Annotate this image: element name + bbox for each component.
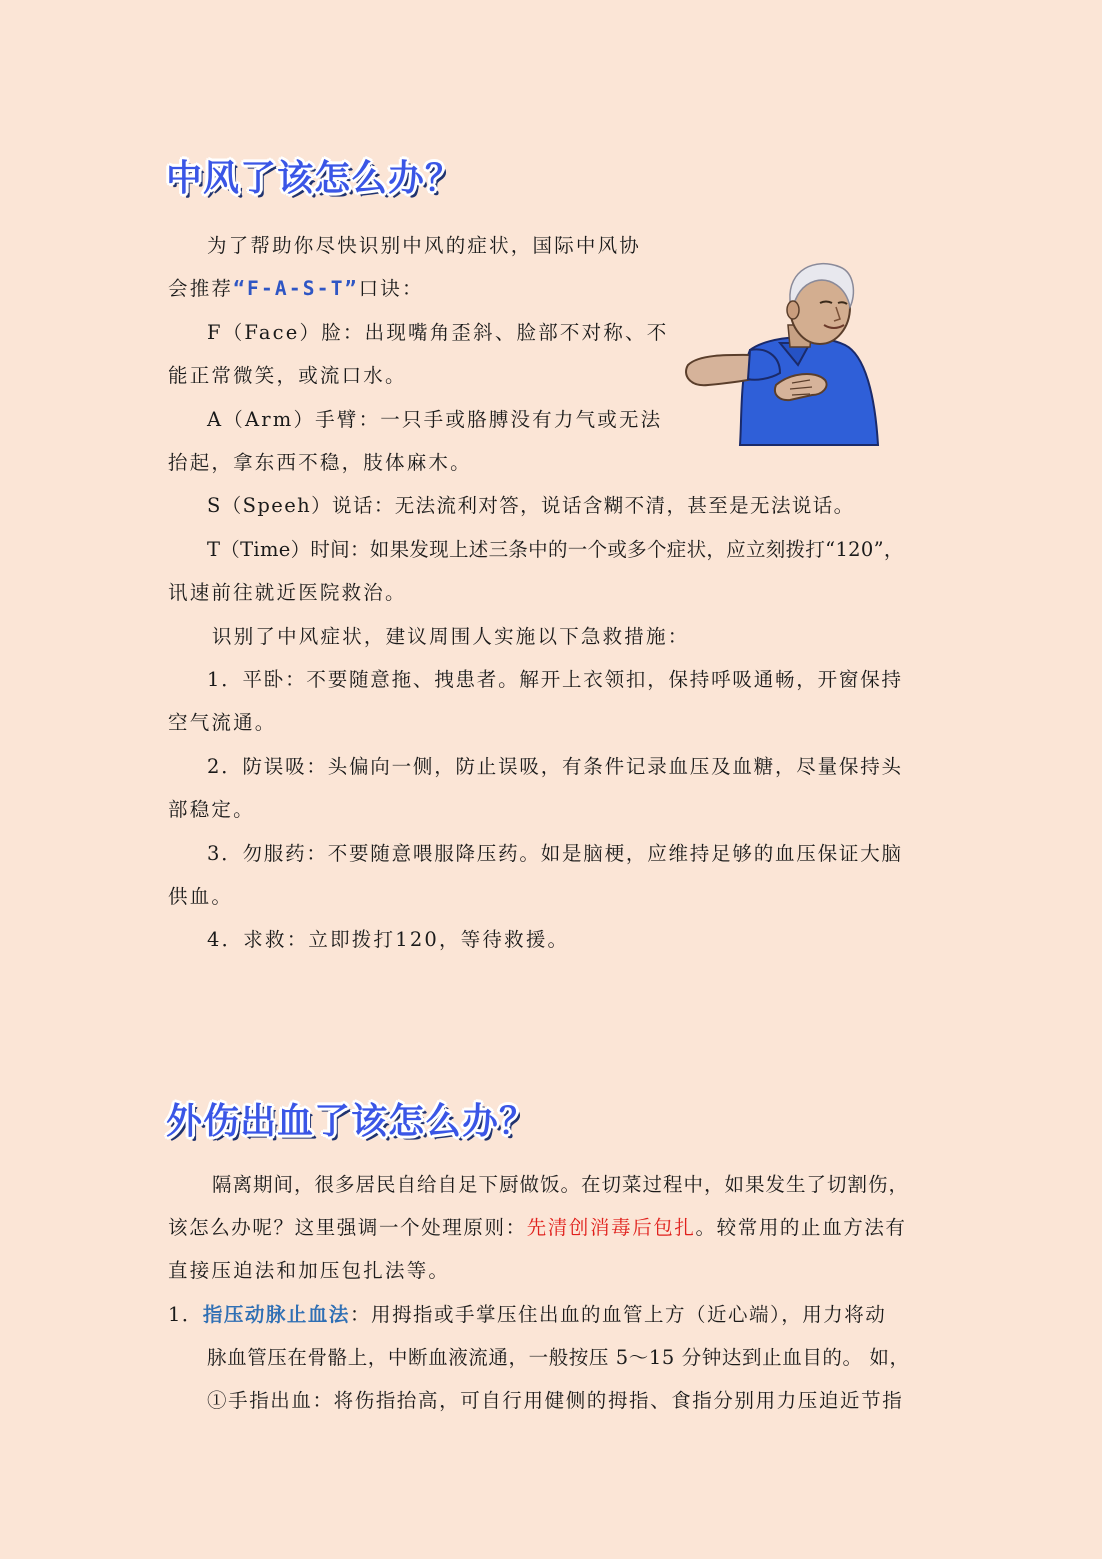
list-item-cont: 脉血管压在骨骼上，中断血液流通，一般按压 5～15 分钟达到止血目的。 如， bbox=[207, 1346, 910, 1369]
paragraph-line: T（Time）时间：如果发现上述三条中的一个或多个症状，应立刻拨打“120”， bbox=[207, 538, 904, 561]
text-span: 会推荐 bbox=[168, 277, 234, 300]
list-item-cont: 空气流通。 bbox=[168, 711, 277, 734]
list-item-cont: 供血。 bbox=[168, 885, 234, 908]
paragraph-line: 识别了中风症状，建议周围人实施以下急救措施： bbox=[212, 625, 690, 648]
text-span: 。较常用的止血方法有 bbox=[695, 1216, 907, 1239]
list-item bbox=[168, 1299, 886, 1327]
paragraph-line: S（Speeh）说话：无法流利对答，说话含糊不清，甚至是无法说话。 bbox=[207, 494, 855, 517]
paragraph-line: 直接压迫法和加压包扎法等。 bbox=[168, 1259, 451, 1282]
paragraph-line: 隔离期间，很多居民自给自足下厨做饭。在切菜过程中，如果发生了切割伤， bbox=[212, 1173, 910, 1196]
paragraph-line: 能正常微笑，或流口水。 bbox=[168, 364, 407, 387]
list-item: 4．求救：立即拨打120，等待救援。 bbox=[207, 928, 570, 951]
list-item-cont: 部稳定。 bbox=[168, 798, 255, 821]
paragraph-line bbox=[168, 1212, 907, 1240]
list-item: 3．勿服药：不要随意喂服降压药。如是脑梗，应维持足够的血压保证大脑 bbox=[207, 842, 903, 865]
key-principle: 先清创消毒后包扎 bbox=[526, 1216, 696, 1239]
paragraph-line: F（Face）脸：出现嘴角歪斜、脸部不对称、不 bbox=[207, 321, 669, 344]
elderly-man-arm-pain-icon bbox=[680, 255, 886, 447]
paragraph-line: 抬起，拿东西不稳，肢体麻木。 bbox=[168, 451, 472, 474]
list-item: 1．平卧：不要随意拖、拽患者。解开上衣领扣，保持呼吸通畅，开窗保持 bbox=[207, 668, 903, 691]
paragraph-line: 为了帮助你尽快识别中风的症状，国际中风协 bbox=[207, 234, 642, 257]
method-label: 指压动脉止血法 bbox=[202, 1303, 350, 1326]
paragraph-line bbox=[168, 273, 424, 301]
list-item: 2．防误吸：头偏向一侧，防止误吸，有条件记录血压及血糖，尽量保持头 bbox=[207, 755, 903, 778]
section-heading-bleeding: 外伤出血了该怎么办？ bbox=[166, 1101, 537, 1142]
list-item-cont: ①手指出血：将伤指抬高，可自行用健侧的拇指、食指分别用力压迫近节指 bbox=[207, 1389, 904, 1412]
paragraph-line: 讯速前往就近医院救治。 bbox=[168, 581, 407, 604]
text-span: 口诀： bbox=[358, 277, 424, 300]
fast-mnemonic: “F-A-S-T” bbox=[233, 277, 359, 300]
text-span: ：用拇指或手掌压住出血的血管上方（近心端），用力将动 bbox=[349, 1303, 887, 1326]
list-number: 1． bbox=[168, 1303, 203, 1326]
paragraph-line: A（Arm）手臂：一只手或胳膊没有力气或无法 bbox=[207, 408, 663, 431]
text-span: 该怎么办呢？这里强调一个处理原则： bbox=[168, 1216, 527, 1239]
section-heading-stroke: 中风了该怎么办？ bbox=[166, 158, 463, 199]
